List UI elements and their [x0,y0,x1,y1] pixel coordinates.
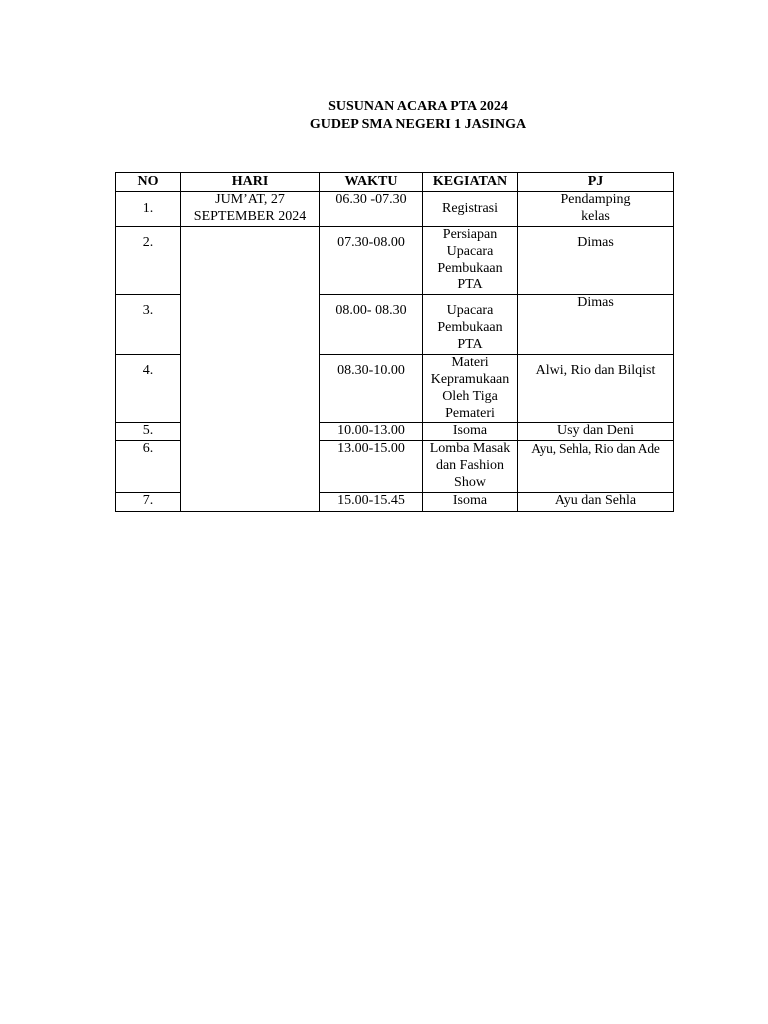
kegiatan-line: Pembukaan [437,260,503,276]
kegiatan-line: Materi [451,355,489,371]
cell-pj [518,295,674,355]
cell-kegiatan [423,295,518,355]
kegiatan-line: Isoma [452,493,488,509]
cell-waktu: 10.00-13.00 [320,423,423,441]
cell-pj [518,227,674,295]
kegiatan-line: PTA [457,336,483,352]
cell-pj [518,492,674,511]
header-kegiatan: KEGIATAN [423,173,518,192]
kegiatan-line: Upacara [446,303,494,319]
cell-kegiatan [423,423,518,441]
cell-kegiatan [423,355,518,423]
kegiatan-line: Lomba Masak [429,441,511,457]
cell-hari [181,192,320,227]
kegiatan-line: Isoma [452,423,488,439]
header-no: NO [116,173,181,192]
header-pj: PJ [518,173,674,192]
cell-waktu: 15.00-15.45 [320,492,423,511]
pj-line: Ayu, Sehla, Rio dan Ade [531,441,660,457]
kegiatan-line: Show [454,474,486,490]
pj-line: Dimas [577,235,614,250]
cell-pj [518,192,674,227]
cell-waktu: 13.00-15.00 [320,441,423,492]
cell-hari-merged [181,227,320,512]
cell-no: 2. [116,227,181,295]
cell-waktu: 07.30-08.00 [320,227,423,295]
table-header-row [116,173,674,192]
cell-kegiatan [423,192,518,227]
cell-pj [518,423,674,441]
cell-kegiatan [423,227,518,295]
document-title [0,98,768,134]
pj-line: Dimas [577,295,614,311]
cell-waktu: 08.30-10.00 [320,355,423,423]
cell-kegiatan [423,441,518,492]
cell-no: 4. [116,355,181,423]
cell-pj [518,441,674,492]
cell-no: 3. [116,295,181,355]
cell-no: 5. [116,423,181,441]
table-row [116,227,674,295]
pj-line: Ayu dan Sehla [554,493,637,509]
kegiatan-line: PTA [457,277,483,293]
cell-no: 7. [116,492,181,511]
table-row [116,192,674,227]
cell-pj [518,355,674,423]
header-hari: HARI [181,173,320,192]
cell-kegiatan [423,492,518,511]
hari-line-2: SEPTEMBER 2024 [193,208,307,224]
title-line-2: GUDEP SMA NEGERI 1 JASINGA [309,117,527,132]
cell-no: 6. [116,441,181,492]
pj-line: Alwi, Rio dan Bilqist [535,363,656,379]
kegiatan-line: Upacara [446,243,494,259]
kegiatan-line: Persiapan [442,227,498,242]
header-waktu: WAKTU [320,173,423,192]
title-line-1: SUSUNAN ACARA PTA 2024 [328,99,508,114]
kegiatan-line: Pemateri [445,405,495,421]
pj-line: Usy dan Deni [557,423,634,439]
cell-waktu: 08.00- 08.30 [320,295,423,355]
schedule-table [115,172,674,512]
kegiatan-line: Registrasi [442,200,498,216]
cell-no: 1. [116,192,181,227]
pj-line: kelas [581,208,610,224]
kegiatan-line: Oleh Tiga [442,388,498,404]
kegiatan-line: dan Fashion [435,458,505,474]
kegiatan-line: Kepramukaan [430,371,510,387]
cell-waktu: 06.30 -07.30 [320,192,423,227]
hari-line-1: JUM’AT, 27 [215,192,285,207]
pj-line: Pendamping [560,192,631,207]
kegiatan-line: Pembukaan [437,319,503,335]
